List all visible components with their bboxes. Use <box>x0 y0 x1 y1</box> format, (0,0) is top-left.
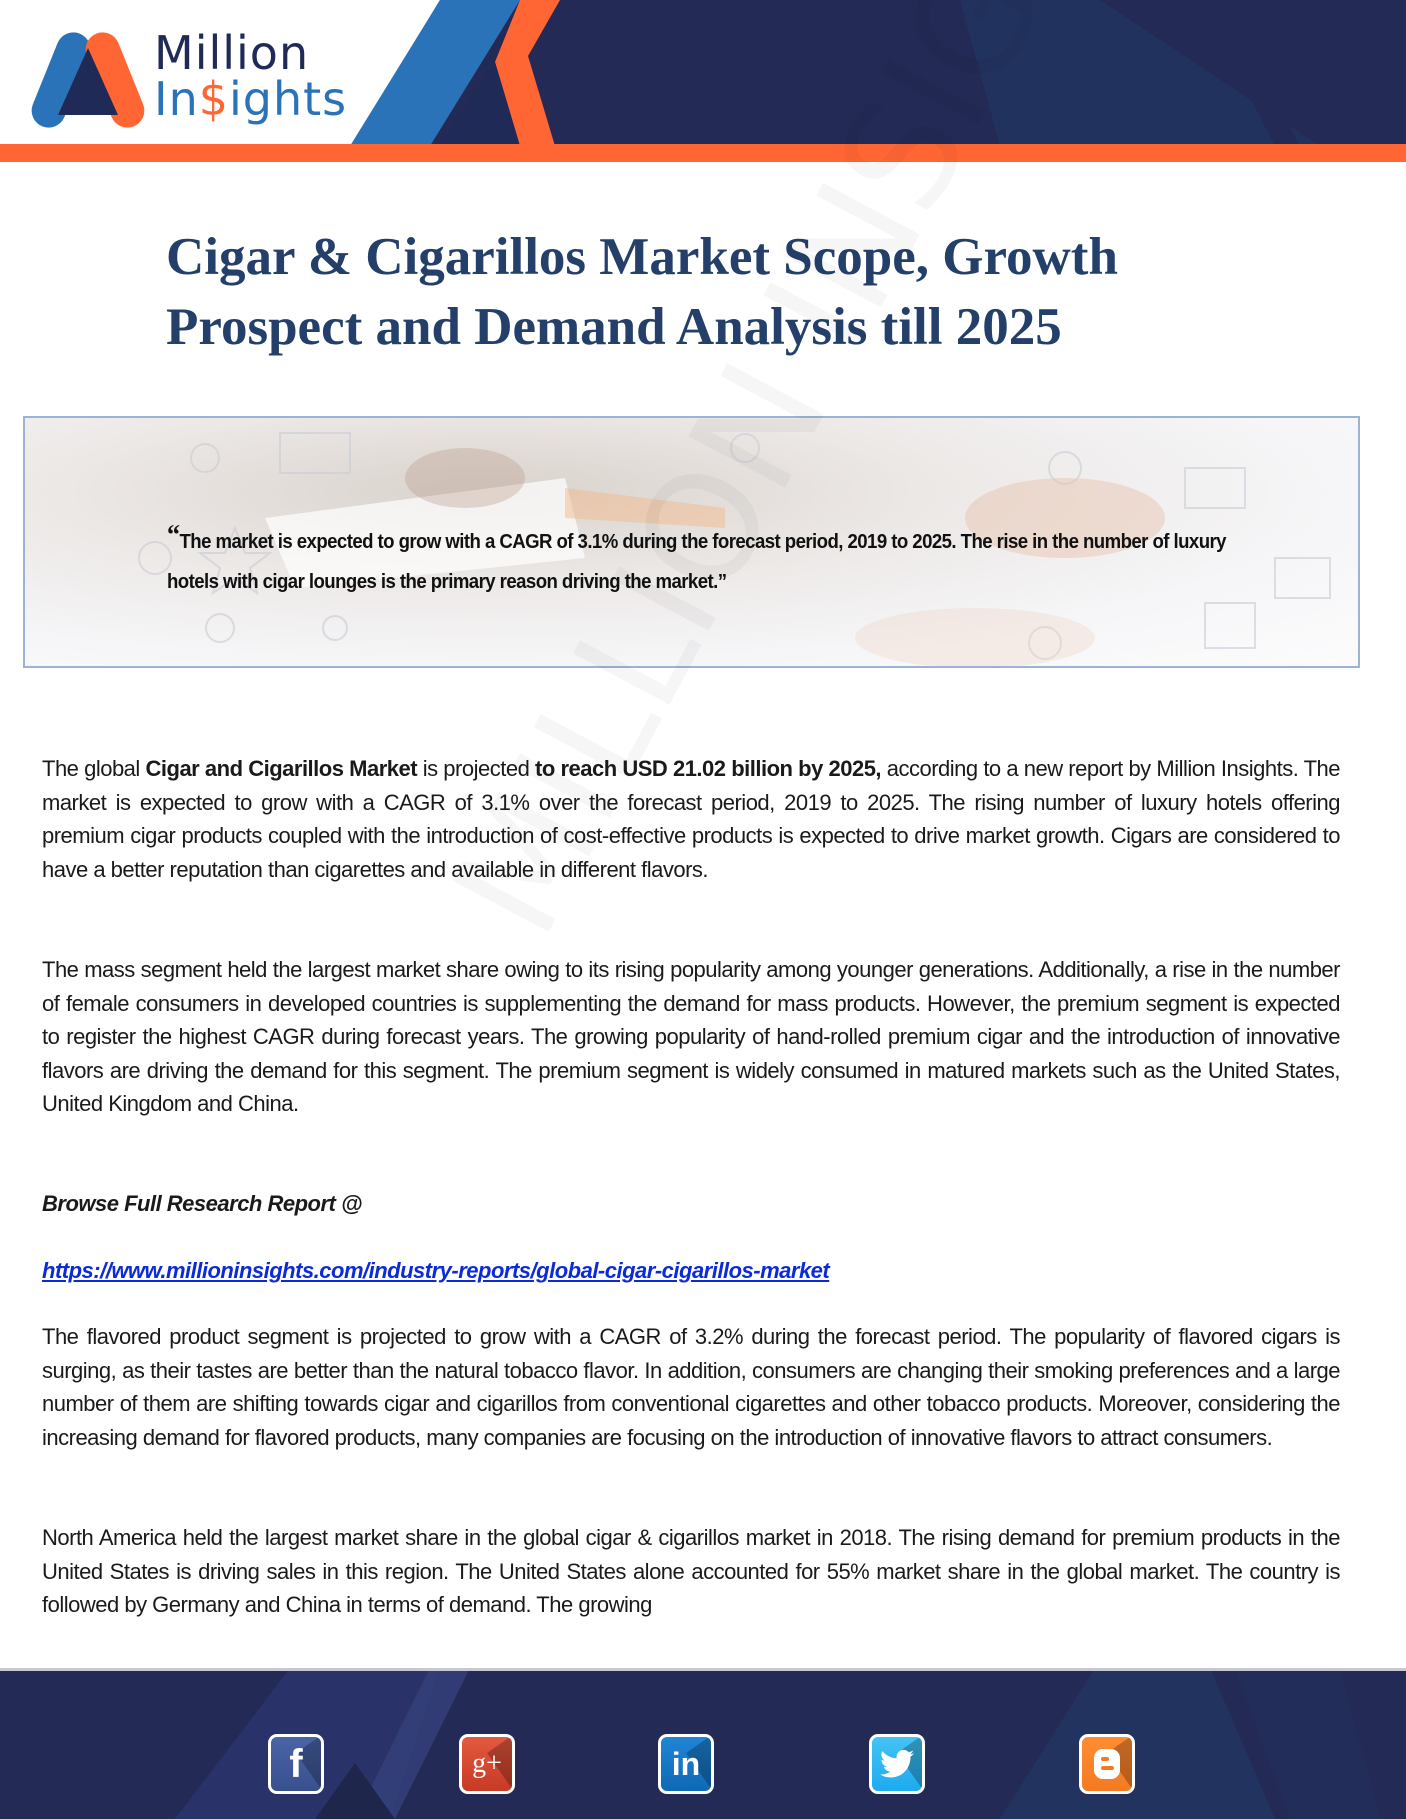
header-banner <box>0 0 1406 163</box>
linkedin-icon: in <box>671 1745 701 1782</box>
page-title: Cigar & Cigarillos Market Scope, Growth Prospect and Demand Analysis till 2025 <box>166 228 1118 356</box>
google-plus-button[interactable] <box>459 1734 515 1794</box>
blogger-button[interactable] <box>1079 1734 1135 1794</box>
blogger-icon <box>1092 1747 1122 1781</box>
linkedin-button[interactable] <box>658 1734 714 1794</box>
logo-wordmark: Million In$ights <box>154 26 348 126</box>
header-orange-stripe <box>0 144 1406 162</box>
browse-label: Browse Full Research Report @ <box>42 1191 362 1216</box>
paragraph-intro: The global Cigar and Cigarillos Market is projected to reach USD 21.02 billion by 2025, according to a new report by Million Insights. The market is expected to grow with a CAGR of 3.1% over the forecast period, 2019 to 2025. The rising number of luxury hotels offering premium cigar products coupled with the introduction of cost-effective products is expected to drive market growth. Cigars are considered to have a better reputation than cigarettes and available in different flavors. <box>42 756 1341 882</box>
google-plus-icon: g+ <box>472 1748 502 1779</box>
quote-banner <box>23 416 1360 668</box>
facebook-button[interactable] <box>268 1734 324 1794</box>
twitter-icon <box>880 1749 914 1779</box>
paragraph-segments: The mass segment held the largest market share owing to its rising popularity among younger generations. Additionally, a rise in the number of female consumers in developed countries is supplementing the demand for mass products. However, the premium segment is expected to register the highest CAGR during forecast years. The growing popularity of hand-rolled premium cigar and the introduction of innovative flavors are driving the demand for this segment. The premium segment is widely consumed in matured markets such as the United States, United Kingdom and China. <box>42 957 1340 1116</box>
facebook-icon: f <box>289 1741 303 1786</box>
paragraph-regional: North America held the largest market share in the global cigar & cigarillos market in 2018. The rising demand for premium products in the United States is driving sales in this region. The United States alone accounted for 55% market share in the global market. The country is followed by Germany and China in terms of demand. The growing <box>42 1525 1340 1617</box>
footer-separator <box>0 1668 1406 1671</box>
twitter-button[interactable] <box>869 1734 925 1794</box>
report-link[interactable]: https://www.millioninsights.com/industry-reports/global-cigar-cigarillos-market <box>42 1258 830 1283</box>
paragraph-flavored: The flavored product segment is projected to grow with a CAGR of 3.2% during the forecast period. The popularity of flavored cigars is surging, as their tastes are better than the natural tobacco flavor. In addition, consumers are changing their smoking preferences and a large number of them are shifting towards cigar and cigarillos from conventional cigarettes and other tobacco products. Moreover, considering the increasing demand for flavored products, many companies are focusing on the introduction of innovative flavors to attract consumers. <box>42 1324 1340 1450</box>
quote-text: “The market is expected to grow with a CAGR of 3.1% during the forecast period, 2019 to 2025. The rise in the number of luxury hotels with cigar lounges is the primary reason driving the market.” <box>167 520 1226 593</box>
